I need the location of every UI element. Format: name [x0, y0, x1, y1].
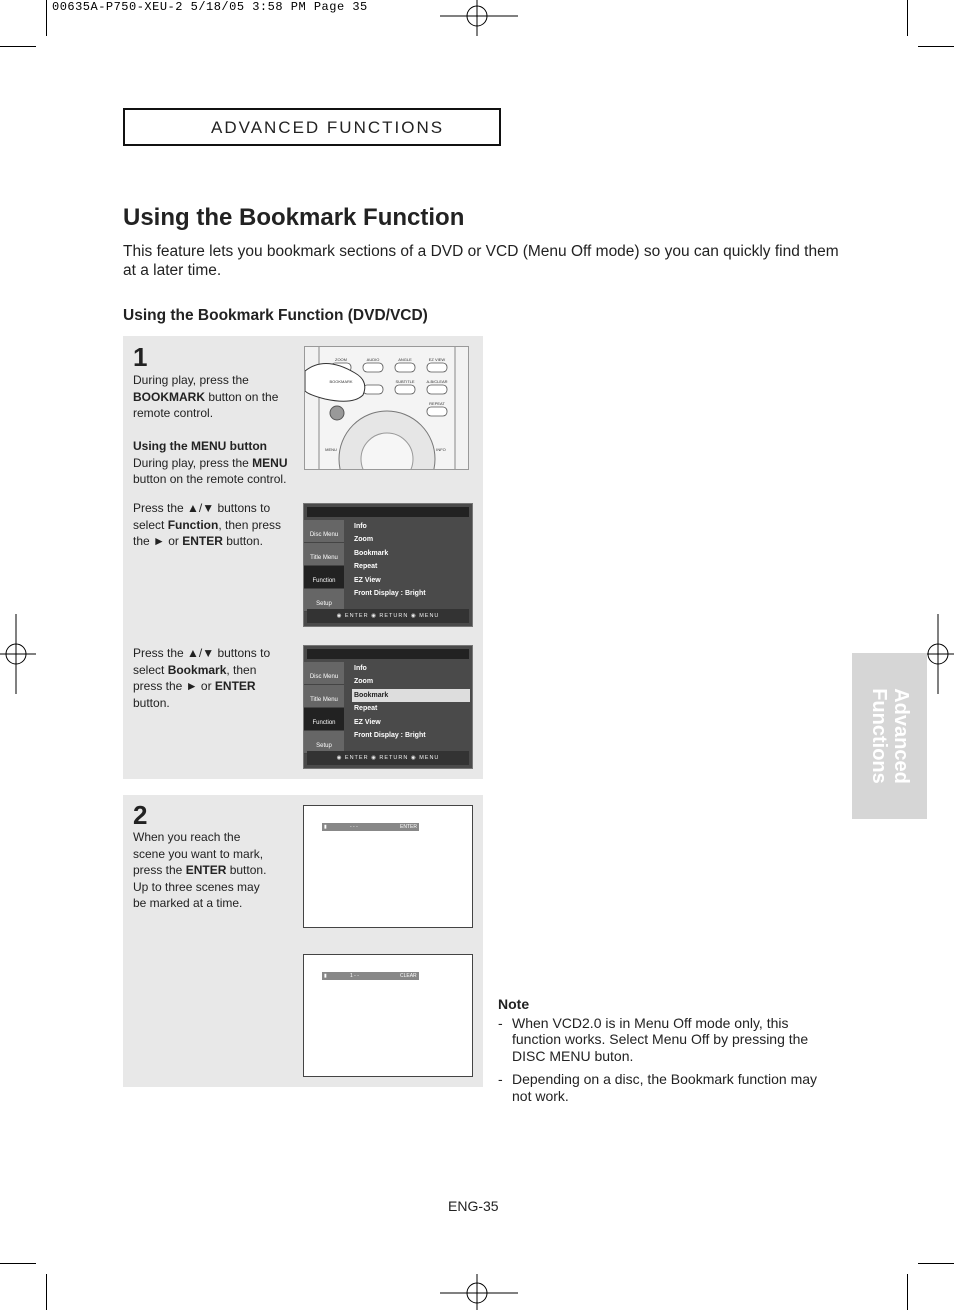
registration-mark-top	[440, 0, 520, 36]
menu-top-bar	[307, 507, 469, 517]
bookmark-bar	[322, 972, 419, 980]
text: , then press the ► or	[133, 662, 257, 693]
menu-side-item: Function	[304, 566, 344, 589]
crop-mark	[918, 1263, 954, 1264]
section-label: ADVANCED FUNCTIONS	[211, 118, 445, 137]
crop-mark	[0, 1263, 36, 1264]
note-block	[498, 996, 833, 1104]
bookmark-clear-label: CLEAR	[400, 973, 417, 979]
menu-item: Front Display : Bright	[354, 589, 426, 597]
text-bold: ENTER	[214, 679, 256, 693]
menu-item: Info	[354, 665, 367, 672]
menu-item: Zoom	[354, 536, 374, 544]
crop-mark	[0, 46, 36, 47]
text-bold: Using the MENU button	[133, 439, 267, 453]
text: , then press the ► or	[133, 517, 282, 548]
text: During play, press the	[133, 373, 249, 387]
menu-item-selected: Bookmark	[352, 689, 470, 702]
remote-label: REPEAT	[429, 401, 445, 406]
crop-mark	[918, 46, 954, 47]
text: Press the ▲/▼ buttons to select	[133, 501, 271, 532]
menu-item: EZ View	[354, 718, 381, 726]
sub-heading: Using the Bookmark Function (DVD/VCD)	[123, 307, 428, 324]
menu-item: EZ View	[354, 576, 381, 584]
menu-side-item: Setup	[304, 731, 344, 754]
bookmark-enter-label: ENTER	[400, 824, 417, 830]
side-tab-label	[868, 688, 912, 784]
note-dash: -	[498, 1014, 503, 1031]
menu-screen-function	[303, 503, 473, 627]
text: button.	[222, 534, 263, 548]
text-bold: Bookmark	[167, 662, 227, 677]
menu-footer: ◉ ENTER ◉ RETURN ◉ MENU	[307, 609, 469, 623]
text: button. Up to three scenes may be marked at a time.	[133, 863, 267, 910]
chapter-side-tab	[852, 653, 927, 819]
remote-drawing	[305, 347, 469, 470]
menu-side-item: Disc Menu	[304, 520, 344, 543]
note-title: Note	[498, 996, 530, 1012]
note-text: Depending on a disc, the Bookmark function may not work.	[512, 1071, 818, 1104]
text-bold: MENU	[252, 455, 288, 470]
remote-label: INFO	[436, 447, 446, 452]
menu-side-item: Title Menu	[304, 543, 344, 566]
bookmark-slots: - - -	[350, 824, 358, 830]
step1-text-a	[133, 372, 293, 422]
menu-side-item: Setup	[304, 589, 344, 612]
menu-item: Zoom	[354, 678, 374, 686]
remote-label: EZ VIEW	[428, 357, 446, 362]
crop-mark	[907, 0, 908, 36]
remote-label: AUDIO	[366, 357, 380, 362]
text-bold: ENTER	[185, 863, 227, 877]
remote-label: SUBTITLE	[395, 379, 415, 384]
menu-side	[304, 662, 344, 750]
text: button on the remote control.	[133, 472, 287, 486]
menu-side-item: Function	[304, 708, 344, 731]
crop-mark	[46, 0, 47, 36]
menu-screen-bookmark	[303, 645, 473, 769]
text: When you reach the scene you want to mark, press the	[133, 830, 264, 877]
bookmark-icon: ▮	[324, 824, 327, 830]
page-number: ENG-35	[448, 1198, 499, 1214]
crop-mark	[46, 1274, 47, 1310]
step1-text-c	[133, 500, 283, 550]
step2-text	[133, 829, 273, 912]
menu-item: Front Display : Bright	[354, 731, 426, 739]
bookmark-slots: 1 - -	[350, 973, 359, 979]
text: Press the ▲/▼ buttons to select	[133, 646, 271, 677]
remote-label: ANGLE	[398, 357, 412, 362]
note-dash: -	[498, 1071, 503, 1087]
text-bold: ENTER	[182, 534, 223, 548]
bookmark-screen-1	[303, 805, 473, 928]
bookmark-icon: ▮	[324, 973, 327, 979]
remote-control-illustration	[304, 346, 469, 470]
menu-items	[352, 520, 470, 600]
section-header	[123, 108, 501, 146]
side-tab-line: Functions	[867, 688, 890, 784]
text: button.	[133, 695, 170, 710]
step1-text-b	[133, 438, 293, 488]
note-item	[498, 1071, 833, 1104]
menu-item: Repeat	[354, 563, 378, 571]
remote-label: BOOKMARK	[329, 379, 353, 384]
note-text: When VCD2.0 is in Menu Off mode only, this function works. Select Menu Off by pressing the DISC MENU buton.	[512, 1014, 809, 1064]
page-title: Using the Bookmark Function	[123, 204, 465, 231]
registration-mark-bottom	[440, 1274, 520, 1310]
menu-side-item: Title Menu	[304, 685, 344, 708]
print-header: 00635A-P750-XEU-2 5/18/05 3:58 PM Page 35	[52, 0, 368, 14]
menu-item: Info	[354, 523, 367, 530]
menu-footer: ◉ ENTER ◉ RETURN ◉ MENU	[307, 751, 469, 765]
note-item	[498, 1015, 833, 1065]
menu-item: Repeat	[354, 705, 378, 713]
intro-text: This feature lets you bookmark sections of a DVD or VCD (Menu Off mode) so you can quickly find them at a later time.	[123, 243, 839, 279]
text: During play, press the	[133, 455, 253, 470]
text-bold: Function	[167, 517, 219, 532]
menu-top-bar	[307, 649, 469, 659]
step1-text-d	[133, 645, 283, 711]
remote-label: ZOOM	[335, 357, 347, 362]
bookmark-bar	[322, 823, 419, 831]
menu-items	[352, 662, 470, 742]
remote-label: A-B/CLEAR	[426, 379, 448, 384]
crop-mark	[907, 1274, 908, 1310]
menu-side	[304, 520, 344, 608]
registration-mark-left	[0, 614, 36, 694]
bookmark-screen-2	[303, 954, 473, 1077]
text-bold: BOOKMARK	[133, 389, 205, 404]
menu-item: Bookmark	[354, 549, 389, 557]
text: button on the remote control.	[133, 389, 279, 420]
menu-side-item: Disc Menu	[304, 662, 344, 685]
step2-number: 2	[133, 800, 148, 830]
side-tab-line: Advanced	[889, 688, 912, 784]
step1-number: 1	[133, 342, 148, 372]
remote-label: MENU	[325, 447, 337, 452]
